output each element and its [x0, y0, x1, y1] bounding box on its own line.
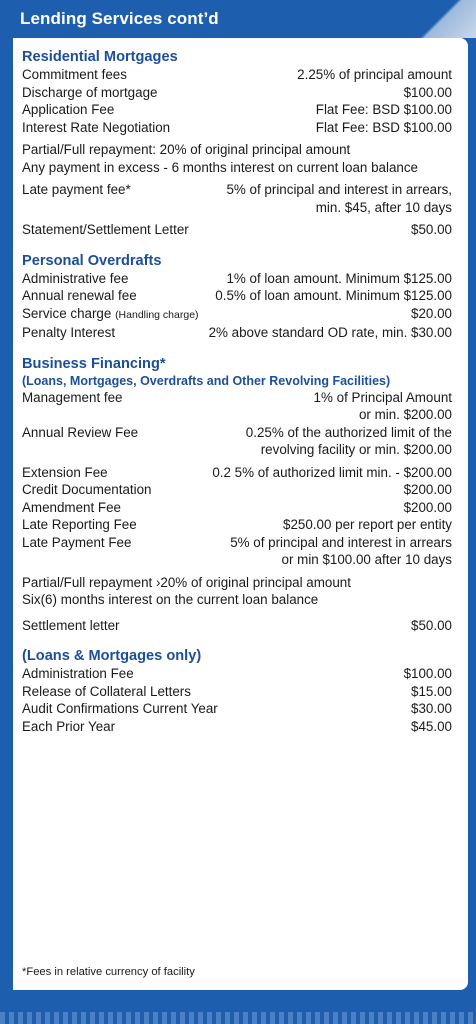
fee-row: Discharge of mortgage $100.00 [22, 84, 452, 100]
fee-row: Late Reporting Fee $250.00 per report per entity [22, 517, 452, 532]
fee-row: Amendment Fee $200.00 [22, 499, 452, 515]
header-banner [0, 0, 476, 38]
fee-row: Commitment fees 2.25% of principal amount [22, 67, 452, 82]
fee-row: Credit Documentation $200.00 [22, 482, 452, 497]
late-fee-row: Late payment fee* 5% of principal and interest in arrears, min. $45, after 10 days [22, 182, 452, 215]
repayment-note: Partial/Full repayment: 20% of original principal amount [22, 142, 351, 157]
page-title: Lending Services cont’d [20, 9, 219, 28]
overdrafts-title: Personal Overdrafts [22, 252, 162, 269]
banner-corner-decoration [406, 0, 476, 38]
business-repayment-note: Partial/Full repayment ›20% of original principal amount [22, 574, 351, 590]
fee-row: Administration Fee $100.00 [22, 666, 452, 681]
fee-row: Interest Rate Negotiation Flat Fee: BSD $100.00 [22, 119, 452, 135]
management-fee-row: Management fee 1% of Principal Amount or min. $200.00 [22, 389, 452, 422]
fee-row: Penalty Interest 2% above standard OD rate, min. $30.00 [22, 325, 452, 340]
fee-row: Extension Fee 0.2 5% of authorized limit min. - $200.00 [22, 464, 452, 480]
footnote: *Fees in relative currency of facility [22, 966, 195, 978]
fee-row: Release of Collateral Letters $15.00 [22, 683, 452, 699]
fee-row: Administrative fee 1% of loan amount. Minimum $125.00 [22, 270, 452, 286]
annual-review-row: Annual Review Fee 0.25% of the authorized limit of the revolving facility or min. $200.00 [22, 424, 452, 457]
late-payment-row: Late Payment Fee 5% of principal and interest in arrears or min $100.00 after 10 days [22, 534, 452, 567]
settlement-row: Settlement letter $50.00 [22, 617, 452, 633]
fee-row: Application Fee Flat Fee: BSD $100.00 [22, 102, 452, 117]
statement-row: Statement/Settlement Letter $50.00 [22, 222, 452, 237]
business-title: Business Financing* [22, 355, 166, 372]
fee-row: Annual renewal fee 0.5% of loan amount. Minimum $125.00 [22, 288, 452, 303]
excess-payment-note: Any payment in excess - 6 months interest on current loan balance [22, 159, 418, 175]
business-subtitle: (Loans, Mortgages, Overdrafts and Other Revolving Facilities) [22, 373, 391, 388]
fee-schedule [22, 48, 452, 735]
residential-title: Residential Mortgages [22, 49, 178, 65]
loans-only-title: (Loans & Mortgages only) [22, 648, 202, 664]
bottom-strip-decoration [0, 1012, 476, 1024]
fee-row: Each Prior Year $45.00 [22, 718, 452, 734]
fee-row: Audit Confirmations Current Year $30.00 [22, 701, 452, 716]
business-interest-note: Six(6) months interest on the current loan balance [22, 592, 319, 607]
fee-row: Service charge (Handling charge) $20.00 [22, 305, 452, 321]
